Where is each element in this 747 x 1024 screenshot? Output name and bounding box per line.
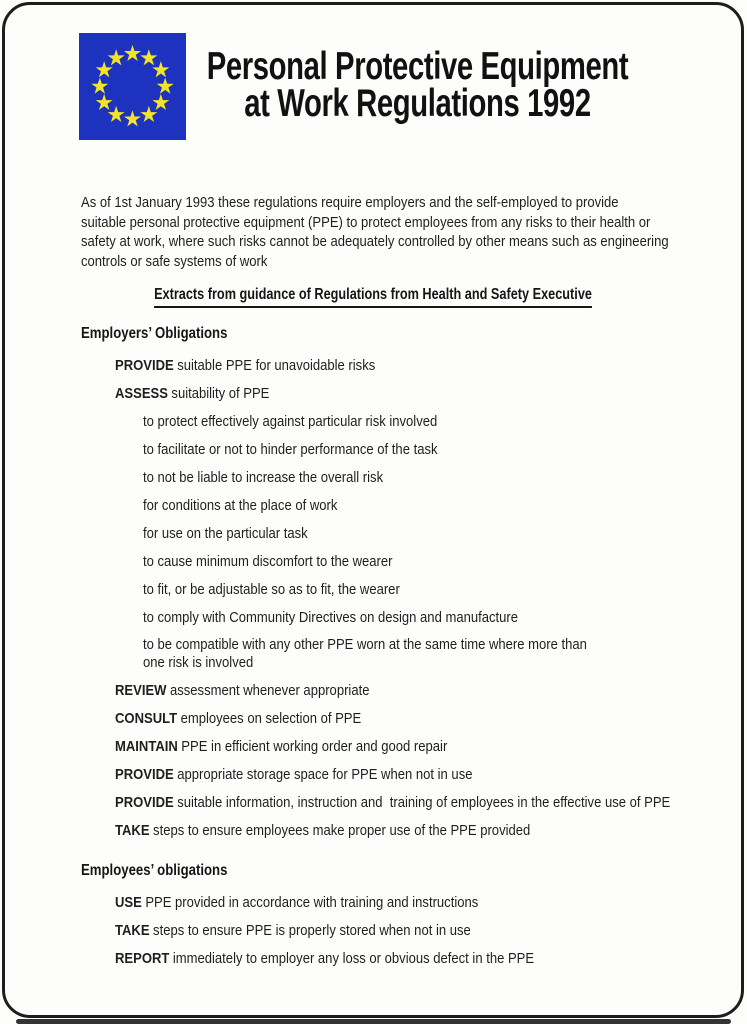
assessment-criterion-item: to protect effectively against particular risk involved <box>143 413 438 430</box>
obligation-item <box>0 793 747 812</box>
obligation-keyword: PROVIDE <box>115 357 174 374</box>
obligation-text: suitability of PPE <box>171 385 270 402</box>
obligations-body <box>0 324 747 977</box>
assessment-criterion-item: for use on the particular task <box>143 525 308 542</box>
employers-heading: Employers’ Obligations <box>81 325 228 342</box>
obligation-keyword: ASSESS <box>115 385 168 402</box>
extracts-heading-row <box>0 286 747 308</box>
sign-title-line1: Personal Protective Equipment <box>206 45 629 88</box>
obligation-keyword: CONSULT <box>115 710 178 727</box>
assessment-criterion-item: to facilitate or not to hinder performance of the task <box>143 441 438 458</box>
obligation-keyword: MAINTAIN <box>115 738 178 755</box>
obligation-item <box>0 737 747 756</box>
obligation-text: immediately to employer any loss or obvious defect in the PPE <box>172 950 535 967</box>
obligation-item <box>0 765 747 784</box>
obligation-item <box>0 921 747 940</box>
obligation-text: employees on selection of PPE <box>180 710 362 727</box>
obligation-text: PPE provided in accordance with training and instructions <box>145 894 479 911</box>
obligation-keyword: USE <box>115 894 142 911</box>
obligation-item <box>0 681 747 700</box>
intro-line: suitable personal protective equipment (PPE) to protect employees from any risks to their health or <box>81 213 651 231</box>
obligation-keyword: REVIEW <box>115 682 167 699</box>
assessment-criterion-item: to not be liable to increase the overall risk <box>143 469 384 486</box>
sign-bottom-edge <box>16 1019 731 1024</box>
assessment-criterion-item: to fit, or be adjustable so as to fit, the wearer <box>143 581 400 598</box>
obligation-text: PPE in efficient working order and good repair <box>181 738 448 755</box>
obligation-keyword: TAKE <box>115 822 150 839</box>
obligation-text: suitable PPE for unavoidable risks <box>177 357 376 374</box>
intro-line: controls or safe systems of work <box>81 252 268 270</box>
obligation-text: assessment whenever appropriate <box>169 682 370 699</box>
obligation-item <box>0 384 747 403</box>
intro-line: safety at work, where such risks cannot be adequately controlled by other means such as engineering <box>81 233 669 250</box>
assessment-criterion-item: to comply with Community Directives on design and manufacture <box>143 609 518 626</box>
assessment-criterion-item: for conditions at the place of work <box>143 497 338 514</box>
obligation-text: steps to ensure PPE is properly stored when not in use <box>153 922 471 939</box>
obligation-keyword: REPORT <box>115 950 170 967</box>
employees-heading: Employees’ obligations <box>81 862 228 879</box>
sign-title-line2: at Work Regulations 1992 <box>244 82 591 125</box>
obligation-keyword: PROVIDE <box>115 794 174 811</box>
assessment-criterion-item: to be compatible with any other PPE worn at the same time where more than one risk is involved <box>143 636 587 671</box>
obligation-text: steps to ensure employees make proper use of the PPE provided <box>153 822 531 839</box>
obligation-text: appropriate storage space for PPE when not in use <box>177 766 473 783</box>
obligation-keyword: TAKE <box>115 922 150 939</box>
obligation-item <box>0 356 747 375</box>
obligation-item <box>0 893 747 912</box>
obligation-item <box>0 709 747 728</box>
obligation-item <box>0 821 747 840</box>
obligation-text: suitable information, instruction and training of employees in the effective use of PPE <box>177 794 671 811</box>
sign-title <box>170 45 664 125</box>
obligation-keyword: PROVIDE <box>115 766 174 783</box>
obligation-item <box>0 949 747 968</box>
intro-paragraph <box>81 193 747 271</box>
intro-line: As of 1st January 1993 these regulations require employers and the self-employed to provide <box>81 194 619 211</box>
extracts-heading: Extracts from guidance of Regulations from Health and Safety Executive <box>155 286 593 308</box>
assessment-criterion-item: to cause minimum discomfort to the wearer <box>143 553 393 570</box>
